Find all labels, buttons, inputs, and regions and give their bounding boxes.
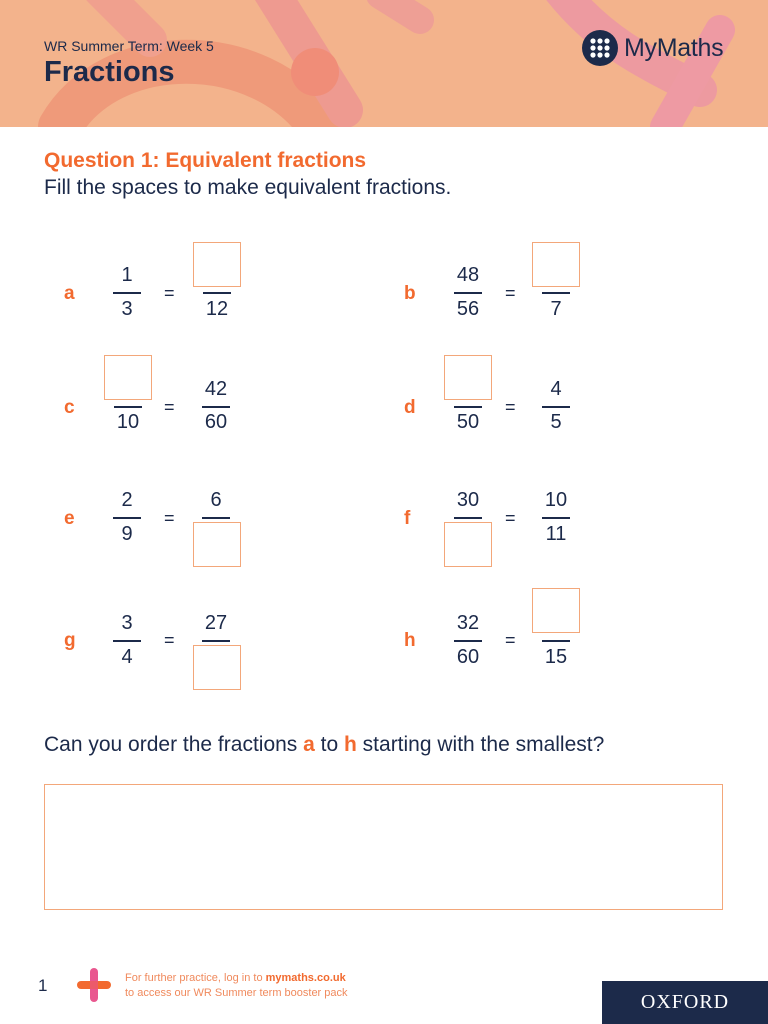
numerator: 1	[121, 264, 133, 286]
order-question-part1: Can you order the fractions	[44, 733, 304, 756]
order-question	[44, 733, 604, 757]
plus-icon	[77, 968, 111, 1002]
numerator: 6	[210, 489, 222, 511]
fraction-bar	[202, 517, 230, 519]
item-label: c	[64, 397, 75, 418]
numerator: 10	[544, 489, 568, 511]
question-instruction: Fill the spaces to make equivalent fractions.	[44, 176, 452, 199]
footer-line1: For further practice, log in to	[125, 972, 266, 984]
numerator: 27	[204, 612, 228, 634]
header-subtitle: WR Summer Term: Week 5	[44, 38, 214, 54]
numerator: 3	[121, 612, 133, 634]
denominator: 4	[121, 646, 133, 668]
mymaths-logo	[582, 30, 723, 66]
fraction-bar	[202, 406, 230, 408]
equals-sign: =	[505, 630, 516, 650]
answer-input-box[interactable]	[193, 242, 241, 287]
answer-input-box[interactable]	[444, 355, 492, 400]
item-label: h	[404, 630, 416, 651]
order-answer-box[interactable]	[44, 784, 723, 910]
denominator: 9	[121, 523, 133, 545]
numerator: 32	[456, 612, 480, 634]
fraction-bar	[542, 406, 570, 408]
fraction-bar	[454, 406, 482, 408]
fraction-bar	[203, 292, 231, 294]
numerator: 4	[550, 378, 562, 400]
denominator: 5	[550, 411, 562, 433]
fraction-bar	[454, 517, 482, 519]
item-label: d	[404, 397, 416, 418]
equals-sign: =	[164, 508, 175, 528]
oxford-logo	[602, 981, 768, 1024]
numerator: 48	[456, 264, 480, 286]
order-question-a: a	[303, 733, 315, 756]
denominator: 15	[544, 646, 568, 668]
answer-input-box[interactable]	[193, 522, 241, 567]
denominator: 50	[456, 411, 480, 433]
denominator: 12	[205, 298, 229, 320]
numerator: 2	[121, 489, 133, 511]
order-question-to: to	[314, 733, 345, 756]
item-label: f	[404, 508, 411, 529]
fraction-bar	[113, 640, 141, 642]
header-banner	[0, 0, 768, 127]
fraction-bar	[542, 640, 570, 642]
mymaths-link[interactable]: mymaths.co.uk	[265, 972, 346, 984]
footer-line2: to access our WR Summer term booster pack	[125, 987, 348, 999]
fraction-bar	[113, 517, 141, 519]
answer-input-box[interactable]	[104, 355, 152, 400]
numerator: 30	[456, 489, 480, 511]
fraction-bar	[114, 406, 142, 408]
equals-sign: =	[505, 283, 516, 303]
question-title: Question 1: Equivalent fractions	[44, 149, 367, 172]
answer-input-box[interactable]	[532, 242, 580, 287]
numerator: 42	[204, 378, 228, 400]
item-label: a	[64, 283, 75, 304]
denominator: 60	[456, 646, 480, 668]
equals-sign: =	[505, 508, 516, 528]
denominator: 10	[116, 411, 140, 433]
denominator: 60	[204, 411, 228, 433]
page-title: Fractions	[44, 56, 175, 88]
logo-text: MyMaths	[624, 33, 724, 62]
denominator: 7	[550, 298, 562, 320]
fraction-bar	[202, 640, 230, 642]
fraction-bar	[542, 517, 570, 519]
item-label: g	[64, 630, 76, 651]
equals-sign: =	[164, 283, 175, 303]
equals-sign: =	[164, 630, 175, 650]
page-number: 1	[38, 976, 48, 995]
order-question-part2: starting with the smallest?	[356, 733, 605, 756]
fraction-bar	[113, 292, 141, 294]
equals-sign: =	[505, 397, 516, 417]
denominator: 56	[456, 298, 480, 320]
item-label: b	[404, 283, 416, 304]
equals-sign: =	[164, 397, 175, 417]
denominator: 11	[545, 523, 567, 545]
denominator: 3	[121, 298, 133, 320]
fraction-bar	[454, 640, 482, 642]
answer-input-box[interactable]	[532, 588, 580, 633]
order-question-h: h	[344, 733, 357, 756]
item-label: e	[64, 508, 75, 529]
oxford-logo-text: OXFORD	[640, 991, 730, 1013]
answer-input-box[interactable]	[193, 645, 241, 690]
footer-text	[125, 971, 348, 1001]
fraction-bar	[454, 292, 482, 294]
fraction-bar	[542, 292, 570, 294]
answer-input-box[interactable]	[444, 522, 492, 567]
dot-grid-icon	[582, 30, 618, 66]
